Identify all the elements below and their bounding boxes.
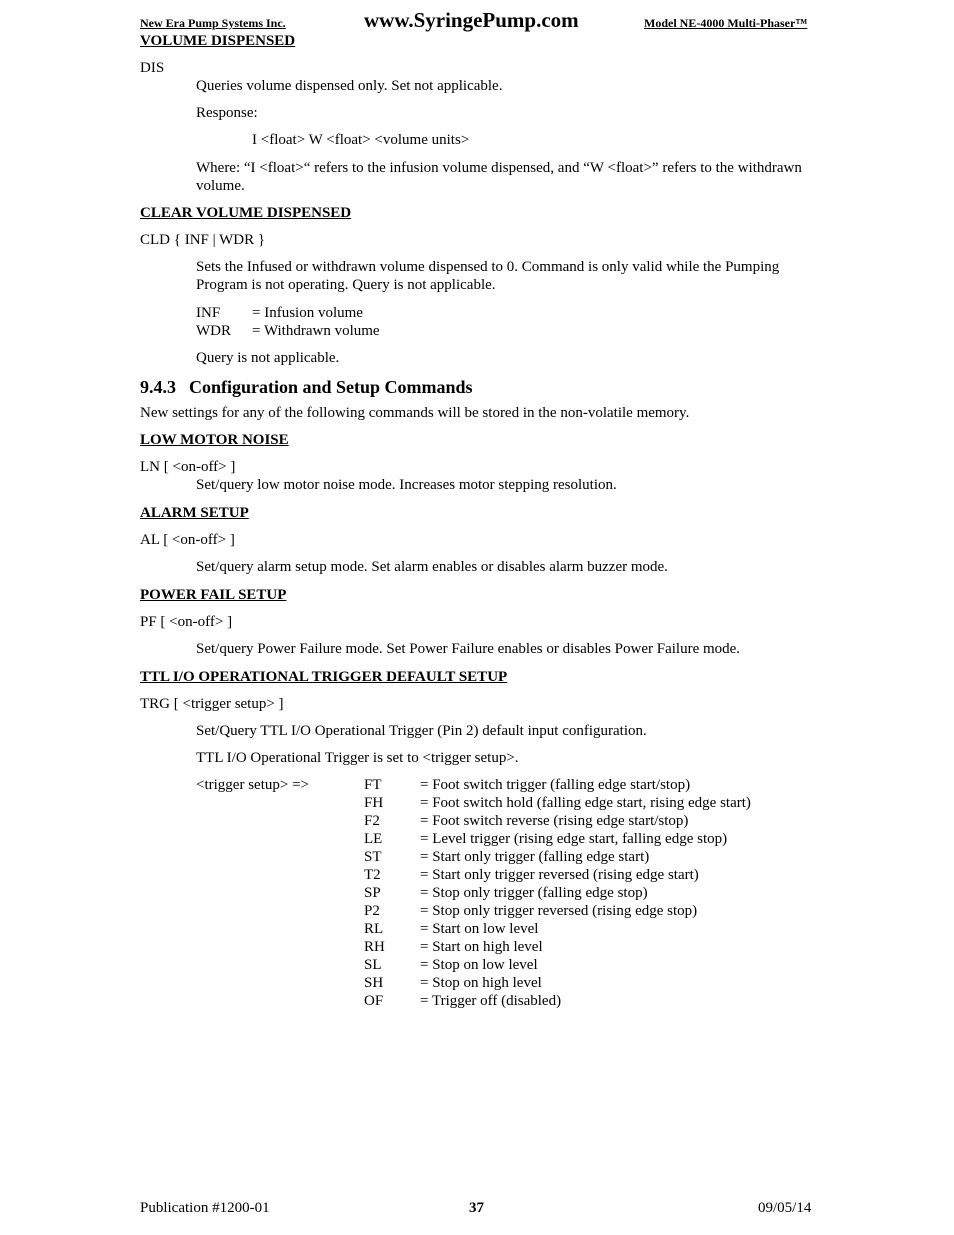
trigger-option-code: T2 (364, 867, 381, 883)
section-number: 9.4.3 (140, 377, 176, 397)
trigger-option-desc: = Stop on low level (420, 957, 538, 973)
power-fail-syntax: PF [ <on-off> ] (140, 614, 233, 630)
volume-dispensed-where-line2: volume. (196, 178, 245, 194)
volume-dispensed-desc: Queries volume dispensed only. Set not applicable. (196, 78, 503, 94)
trigger-option-desc: = Start only trigger reversed (rising edge start) (420, 867, 699, 883)
volume-dispensed-response-label: Response: (196, 105, 258, 121)
footer-page-number: 37 (469, 1200, 484, 1216)
power-fail-heading: POWER FAIL SETUP (140, 587, 287, 603)
trigger-option-code: SH (364, 975, 384, 991)
trigger-option-code: LE (364, 831, 383, 847)
ttl-trigger-list-label: <trigger setup> => (196, 777, 309, 793)
trigger-option-desc: = Foot switch hold (falling edge start, rising edge start) (420, 795, 751, 811)
trigger-option-desc: = Stop only trigger (falling edge stop) (420, 885, 648, 901)
clear-volume-option-code: INF (196, 305, 221, 321)
trigger-option-code: P2 (364, 903, 380, 919)
section-intro: New settings for any of the following commands will be stored in the non-volatile memory. (140, 405, 690, 421)
trigger-option-code: OF (364, 993, 384, 1009)
clear-volume-option-desc: = Infusion volume (252, 305, 363, 321)
alarm-setup-desc: Set/query alarm setup mode. Set alarm enables or disables alarm buzzer mode. (196, 559, 668, 575)
trigger-option-desc: = Stop on high level (420, 975, 542, 991)
ttl-trigger-heading: TTL I/O OPERATIONAL TRIGGER DEFAULT SETUP (140, 669, 508, 685)
trigger-option-desc: = Start on high level (420, 939, 543, 955)
low-motor-noise-syntax: LN [ <on-off> ] (140, 459, 236, 475)
clear-volume-option-desc: = Withdrawn volume (252, 323, 380, 339)
alarm-setup-heading: ALARM SETUP (140, 505, 249, 521)
footer-publication: Publication #1200-01 (140, 1200, 270, 1216)
trigger-option-code: ST (364, 849, 382, 865)
clear-volume-syntax: CLD { INF | WDR } (140, 232, 266, 248)
header-company: New Era Pump Systems Inc. (140, 16, 286, 30)
ttl-trigger-syntax: TRG [ <trigger setup> ] (140, 696, 284, 712)
trigger-option-desc: = Foot switch reverse (rising edge start/stop) (420, 813, 689, 829)
trigger-option-code: F2 (364, 813, 380, 829)
trigger-option-desc: = Level trigger (rising edge start, falling edge stop) (420, 831, 728, 847)
volume-dispensed-syntax: DIS (140, 60, 165, 76)
trigger-option-desc: = Stop only trigger reversed (rising edge stop) (420, 903, 698, 919)
trigger-option-code: RL (364, 921, 384, 937)
clear-volume-option-code: WDR (196, 323, 231, 339)
ttl-trigger-desc2: TTL I/O Operational Trigger is set to <trigger setup>. (196, 750, 519, 766)
volume-dispensed-heading: VOLUME DISPENSED (140, 33, 296, 49)
ttl-trigger-desc1: Set/Query TTL I/O Operational Trigger (Pin 2) default input configuration. (196, 723, 647, 739)
header-website: www.SyringePump.com (364, 8, 579, 32)
clear-volume-desc-line1: Sets the Infused or withdrawn volume dispensed to 0. Command is only valid while the Pumping (196, 259, 780, 275)
trigger-option-code: FT (364, 777, 382, 793)
trigger-option-code: RH (364, 939, 385, 955)
trigger-option-code: SP (364, 885, 381, 901)
low-motor-noise-heading: LOW MOTOR NOISE (140, 432, 289, 448)
power-fail-desc: Set/query Power Failure mode. Set Power Failure enables or disables Power Failure mode. (196, 641, 741, 657)
low-motor-noise-desc: Set/query low motor noise mode. Increases motor stepping resolution. (196, 477, 617, 493)
alarm-setup-syntax: AL [ <on-off> ] (140, 532, 235, 548)
trigger-option-desc: = Trigger off (disabled) (420, 993, 562, 1009)
footer-date: 09/05/14 (758, 1200, 812, 1216)
trigger-option-desc: = Foot switch trigger (falling edge start/stop) (420, 777, 691, 793)
volume-dispensed-response: I <float> W <float> <volume units> (252, 132, 470, 148)
header-model: Model NE-4000 Multi-Phaser™ (644, 16, 808, 30)
trigger-option-desc: = Start on low level (420, 921, 539, 937)
clear-volume-desc-line2: Program is not operating. Query is not applicable. (196, 277, 496, 293)
trigger-option-code: FH (364, 795, 384, 811)
section-title: Configuration and Setup Commands (189, 377, 473, 397)
volume-dispensed-where-line1: Where: “I <float>“ refers to the infusion volume dispensed, and “W <float>” refers to the withdrawn (196, 160, 802, 176)
clear-volume-note: Query is not applicable. (196, 350, 340, 366)
trigger-option-desc: = Start only trigger (falling edge start) (420, 849, 650, 865)
clear-volume-heading: CLEAR VOLUME DISPENSED (140, 205, 352, 221)
trigger-option-code: SL (364, 957, 382, 973)
